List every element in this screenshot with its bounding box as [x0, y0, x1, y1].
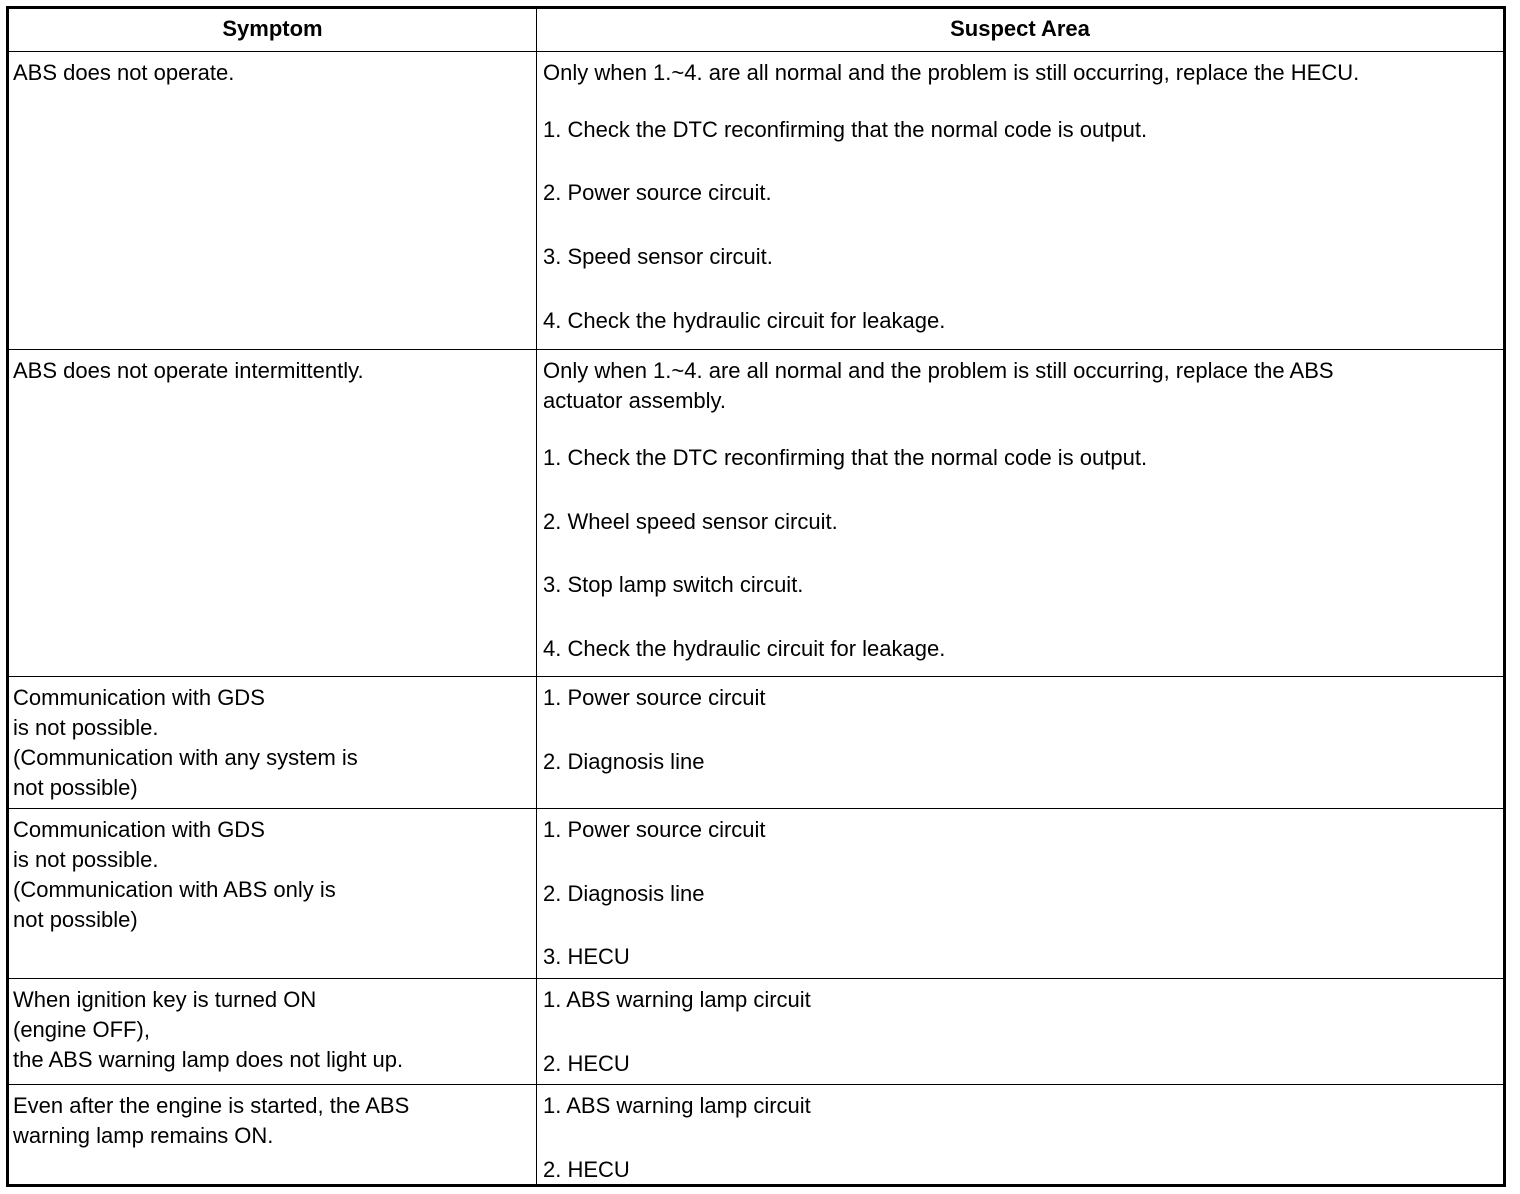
symptom-text: not possible)	[13, 907, 138, 932]
symptom-text: (Communication with any system is	[13, 745, 358, 770]
suspect-item: 4. Check the hydraulic circuit for leakage.	[543, 636, 946, 661]
suspect-item: 1. ABS warning lamp circuit	[543, 1093, 811, 1118]
symptom-text: the ABS warning lamp does not light up.	[13, 1047, 404, 1072]
suspect-item: 1. Power source circuit	[543, 685, 766, 710]
table-row	[9, 1084, 1503, 1184]
symptom-text: ABS does not operate intermittently.	[13, 358, 364, 383]
symptom-cell	[9, 677, 537, 808]
symptom-cell	[9, 1085, 537, 1184]
suspect-area-cell	[537, 52, 1503, 349]
symptom-cell	[9, 52, 537, 349]
suspect-item: 4. Check the hydraulic circuit for leakage.	[543, 308, 946, 333]
symptom-text: Communication with GDS	[13, 817, 265, 842]
suspect-item: 3. HECU	[543, 944, 630, 969]
symptom-cell	[9, 979, 537, 1084]
suspect-item: 1. Check the DTC reconfirming that the normal code is output.	[543, 117, 1148, 142]
suspect-item: 3. Stop lamp switch circuit.	[543, 572, 804, 597]
suspect-area-cell	[537, 350, 1503, 676]
symptom-text: ABS does not operate.	[13, 60, 235, 85]
table-row	[9, 51, 1503, 349]
suspect-item: 1. ABS warning lamp circuit	[543, 987, 811, 1012]
suspect-area-cell	[537, 979, 1503, 1084]
suspect-area-cell	[537, 809, 1503, 978]
table-row	[9, 808, 1503, 978]
suspect-note: actuator assembly.	[543, 388, 727, 413]
suspect-item: 3. Speed sensor circuit.	[543, 244, 773, 269]
table-header-row	[9, 9, 1503, 51]
suspect-item: 2. Power source circuit.	[543, 180, 772, 205]
symptom-text: is not possible.	[13, 715, 159, 740]
suspect-item: 2. HECU	[543, 1051, 630, 1076]
symptom-text: Even after the engine is started, the ABS	[13, 1093, 410, 1118]
suspect-note: Only when 1.~4. are all normal and the problem is still occurring, replace the ABS	[543, 358, 1334, 383]
header-suspect-area: Suspect Area	[950, 16, 1090, 41]
suspect-item: 2. Wheel speed sensor circuit.	[543, 509, 838, 534]
suspect-note: Only when 1.~4. are all normal and the problem is still occurring, replace the HECU.	[543, 60, 1360, 85]
symptom-text: (engine OFF),	[13, 1017, 150, 1042]
suspect-item: 1. Power source circuit	[543, 817, 766, 842]
symptom-cell	[9, 350, 537, 676]
symptom-text: Communication with GDS	[13, 685, 265, 710]
table-row	[9, 676, 1503, 808]
symptom-text: (Communication with ABS only is	[13, 877, 336, 902]
suspect-area-cell	[537, 1085, 1503, 1184]
symptom-cell	[9, 809, 537, 978]
symptom-text: warning lamp remains ON.	[13, 1123, 274, 1148]
table-row	[9, 978, 1503, 1084]
symptom-text: When ignition key is turned ON	[13, 987, 317, 1012]
symptom-text: is not possible.	[13, 847, 159, 872]
symptom-text: not possible)	[13, 775, 138, 800]
suspect-item: 2. Diagnosis line	[543, 881, 705, 906]
symptom-table	[6, 6, 1506, 1187]
suspect-area-cell	[537, 677, 1503, 808]
suspect-item: 1. Check the DTC reconfirming that the normal code is output.	[543, 445, 1148, 470]
table-row	[9, 349, 1503, 676]
header-symptom: Symptom	[9, 9, 537, 51]
suspect-item: 2. Diagnosis line	[543, 749, 705, 774]
suspect-item: 2. HECU	[543, 1157, 630, 1182]
